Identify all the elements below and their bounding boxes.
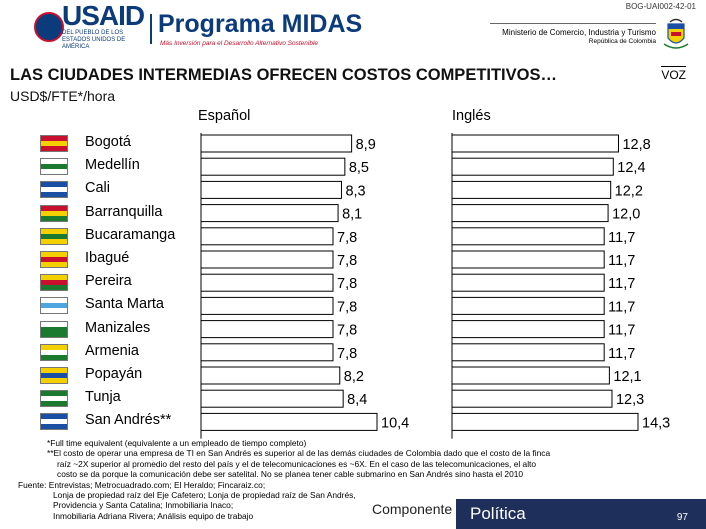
- city-name: Pereira: [85, 273, 132, 290]
- city-name: Tunja: [85, 389, 121, 406]
- city-name: Barranquilla: [85, 203, 163, 220]
- city-name: Santa Marta: [85, 296, 164, 313]
- data-label: 8,5: [348, 160, 370, 177]
- series-header-spanish: Español: [198, 108, 251, 124]
- data-label: 7,8: [337, 229, 358, 246]
- document-code: BOG-UAI002-42-01: [625, 2, 696, 11]
- source-line-1: Fuente: Entrevistas; Metrocuadrado.com; El Heraldo; Fincaraiz.co;: [18, 479, 266, 490]
- bar-english: [452, 344, 604, 361]
- data-label: 12,2: [614, 183, 643, 200]
- bar-spanish: [201, 205, 338, 222]
- data-label: 14,3: [642, 415, 671, 432]
- footer-componente: Componente: [372, 501, 453, 517]
- program-tagline: Más Inversión para el Desarrollo Alternativo Sostenible: [160, 40, 319, 47]
- footnote-san-andres-1: **El costo de operar una empresa de TI en San Andrés es superior al de las demás ciudades de Colombia dado que el costo de la finca: [47, 448, 551, 459]
- usaid-logo-text: USAID: [62, 0, 145, 31]
- data-label: 8,3: [345, 183, 366, 200]
- bar-english: [452, 274, 604, 291]
- data-label: 11,7: [608, 229, 636, 246]
- data-label: 11,7: [608, 253, 636, 269]
- data-label: 8,4: [347, 392, 368, 409]
- usaid-subtitle: DEL PUEBLO DE LOS ESTADOS UNIDOS DE AMÉRICA: [62, 30, 126, 50]
- city-name: San Andrés**: [85, 412, 172, 429]
- bar-spanish: [201, 344, 333, 361]
- data-label: 12,3: [615, 392, 645, 409]
- data-label: 12,4: [617, 160, 646, 177]
- city-name: Ibagué: [85, 250, 130, 266]
- city-name: Popayán: [85, 366, 143, 382]
- city-name: Manizales: [85, 319, 151, 336]
- bar-english: [452, 181, 611, 198]
- data-label: 11,7: [608, 276, 636, 293]
- slide-title: LAS CIUDADES INTERMEDIAS OFRECEN COSTOS COMPETITIVOS…: [10, 66, 557, 84]
- data-label: 11,7: [608, 345, 636, 362]
- program-name: Programa MIDAS: [158, 10, 363, 38]
- footnote-san-andres-2: raíz ~2X superior al promedio del resto del país y el de telecomunicaciones es ~6X. En el caso de las telecomunicaciones, el alto: [57, 458, 537, 469]
- source-line-3: Providencia y Santa Catalina; Inmobiliaria Inaco;: [53, 500, 234, 511]
- city-name: Cali: [85, 180, 110, 197]
- source-line-2: Lonja de propiedad raíz del Eje Cafetero; Lonja de propiedad raíz de San Andrés,: [53, 490, 356, 501]
- bar-english: [452, 135, 618, 152]
- bar-spanish: [201, 274, 333, 291]
- data-label: 7,8: [337, 345, 358, 362]
- bar-spanish: [201, 367, 340, 384]
- bar-spanish: [201, 297, 333, 314]
- footer-politica: Política: [456, 499, 546, 529]
- voz-label: VOZ: [661, 68, 686, 82]
- bar-english: [452, 297, 604, 314]
- bar-spanish: [201, 158, 345, 175]
- bar-english: [452, 158, 613, 175]
- ministry-name: Ministerio de Comercio, Industria y Turismo: [502, 28, 656, 37]
- bar-spanish: [201, 390, 343, 407]
- data-label: 7,8: [337, 299, 358, 316]
- unit-label: USD$/FTE*/hora: [10, 88, 116, 104]
- page-number: 97: [544, 499, 706, 529]
- series-header-english: Inglés: [452, 108, 491, 124]
- city-name: Armenia: [85, 342, 139, 359]
- city-name: Medellín: [85, 157, 140, 174]
- data-label: 7,8: [337, 276, 358, 293]
- data-label: 7,8: [337, 322, 358, 339]
- bar-english: [452, 205, 608, 222]
- bar-spanish: [201, 251, 333, 268]
- bar-english: [452, 228, 604, 245]
- bar-spanish: [201, 135, 352, 152]
- data-label: 11,7: [608, 299, 636, 316]
- city-name: Bogotá: [85, 134, 131, 150]
- data-label: 8,1: [342, 206, 363, 223]
- footnote-san-andres-3: costo se da porque la comunicación debe ser satelital. No se planea tener cable submarino en San Andrés sino hasta el 2010: [57, 469, 524, 480]
- bar-spanish: [201, 228, 333, 245]
- footnote-fte: *Full time equivalent (equivalente a un empleado de tiempo completo): [47, 438, 307, 448]
- bar-spanish: [201, 413, 377, 430]
- bar-english: [452, 413, 638, 430]
- bar-english: [452, 321, 604, 338]
- bar-spanish: [201, 321, 333, 338]
- data-label: 11,7: [608, 322, 636, 339]
- data-label: 12,0: [612, 206, 641, 223]
- data-label: 10,4: [381, 415, 410, 432]
- data-label: 12,1: [613, 369, 642, 385]
- bar-spanish: [201, 181, 341, 198]
- republic-name: República de Colombia: [588, 38, 656, 45]
- data-label: 8,2: [343, 369, 364, 385]
- data-label: 7,8: [337, 253, 358, 269]
- source-line-4: Inmobiliaria Adriana Rivera; Análisis equipo de trabajo: [53, 510, 254, 521]
- bar-english: [452, 251, 604, 268]
- city-name: Bucaramanga: [85, 226, 176, 243]
- data-label: 12,8: [622, 137, 651, 153]
- bar-english: [452, 367, 609, 384]
- bar-english: [452, 390, 612, 407]
- data-label: 8,9: [355, 137, 376, 153]
